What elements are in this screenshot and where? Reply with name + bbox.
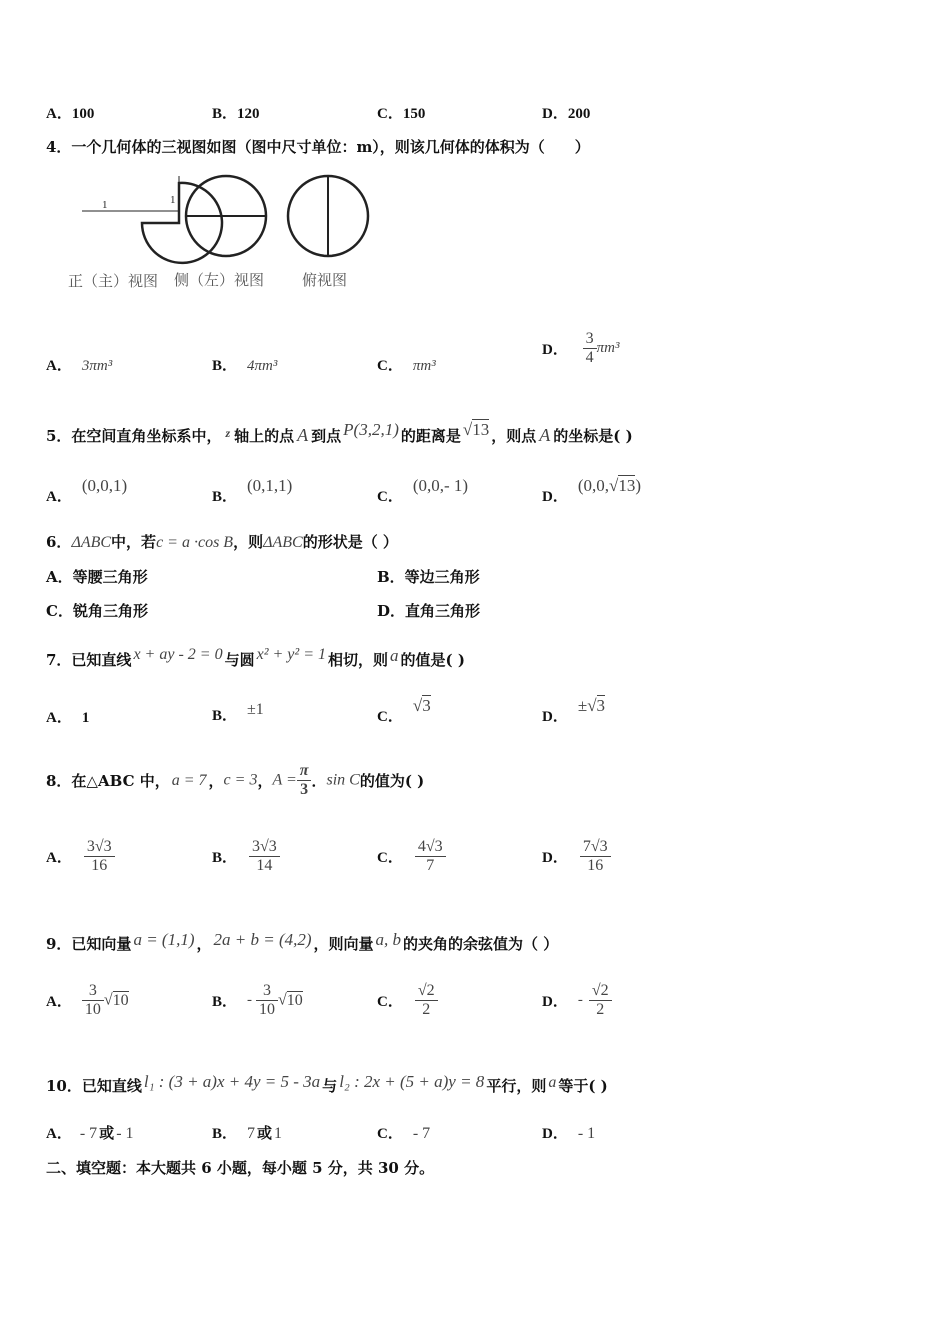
q5-option-b: B．(0,1,1) bbox=[212, 476, 293, 505]
q7-option-d: D．±√3 bbox=[542, 696, 606, 725]
three-view-figure bbox=[62, 168, 382, 298]
q8-option-c: C． $\frac{4√3}{7}$ bbox=[377, 838, 446, 875]
q9-option-c: C． $\frac{√2}{2}$ bbox=[377, 982, 438, 1019]
q5-option-d: D．(0,0,√13) bbox=[542, 476, 642, 505]
q8-option-a: A． $\frac{3√3}{16}$ bbox=[46, 838, 115, 875]
q9-stem: 9．已知向量 a = (1,1) ， 2a + b = (4,2) ，则向量 a, b 的夹角的余弦值为（ ） bbox=[46, 930, 559, 953]
q9-option-b: B． - $\frac{3}{10}$ √10 bbox=[212, 982, 303, 1018]
q5-stem: 5．在空间直角坐标系中， $^z$ 轴上的点 A 到点 P(3,2,1) 的距离是 √13 ，则点 A 的坐标是( ) bbox=[46, 420, 633, 445]
dim-label-1: 1 bbox=[170, 194, 176, 206]
q10-option-d: D． - 1 bbox=[542, 1125, 596, 1142]
q6-option-d: D．直角三角形 bbox=[377, 602, 481, 620]
q6-option-b: B．等边三角形 bbox=[377, 568, 480, 586]
front-view-label: 正（主）视图 bbox=[68, 272, 159, 290]
q9-option-a: A． $\frac{3}{10}$ √10 bbox=[46, 982, 129, 1018]
side-view-label: 侧（左）视图 bbox=[174, 271, 265, 289]
q4-option-d: D． $\frac{3}{4}$ πm³ bbox=[542, 330, 620, 366]
q5-option-a: A．(0,0,1) bbox=[46, 476, 128, 505]
q4-option-b: B． 4πm³ bbox=[212, 358, 278, 374]
q6-option-a: A．等腰三角形 bbox=[46, 568, 148, 586]
q4-option-a: A． 3πm³ bbox=[46, 358, 113, 374]
q6-stem: 6．ΔABC中，若c = a ·cos B，则ΔABC的形状是（ ） bbox=[46, 533, 398, 551]
q9-option-d: D． - $\frac{√2}{2}$ bbox=[542, 982, 612, 1019]
q4-stem: 4．一个几何体的三视图如图（图中尺寸单位：m），则该几何体的体积为（ ） bbox=[46, 138, 590, 156]
front-view-drawing bbox=[82, 176, 222, 263]
q8-stem: 8．在△ABC 中， a = 7 ，c = 3，A = $\frac{\pi}{3}$ ．sin C的值为( ) bbox=[46, 762, 425, 798]
q7-stem: 7．已知直线 x + ay - 2 = 0 与圆 x² + y² = 1 相切，则 a 的值是( ) bbox=[46, 646, 465, 669]
dim-label-2: 1 bbox=[102, 199, 108, 211]
q10-option-c: C． - 7 bbox=[377, 1125, 431, 1142]
q5-option-c: C．(0,0,- 1) bbox=[377, 476, 469, 505]
q3-option-d: D．200 bbox=[542, 106, 591, 122]
q10-option-a: A． - 7 或 - 1 bbox=[46, 1124, 134, 1142]
top-view-label: 俯视图 bbox=[302, 271, 348, 289]
q8-option-b: B． $\frac{3√3}{14}$ bbox=[212, 838, 280, 875]
q10-option-b: B． 7 或 1 bbox=[212, 1124, 283, 1142]
section-2-heading: 二、填空题：本大题共 6 小题，每小题 5 分，共 30 分。 bbox=[46, 1159, 435, 1177]
q8-option-d: D． $\frac{7√3}{16}$ bbox=[542, 838, 611, 875]
q3-option-c: C．150 bbox=[377, 106, 426, 122]
side-view-drawing bbox=[186, 176, 266, 256]
q4-option-c: C． πm³ bbox=[377, 358, 436, 374]
q7-option-a: A． 1 bbox=[46, 710, 90, 726]
q10-stem: 10．已知直线 l₁ : (3 + a)x + 4y = 5 - 3a 与 l₂ : 2x + (5 + a)y = 8 平行，则 a 等于( ) bbox=[46, 1072, 608, 1095]
top-view-drawing bbox=[288, 176, 368, 256]
q3-option-b: B．120 bbox=[212, 106, 260, 122]
q6-option-c: C．锐角三角形 bbox=[46, 602, 148, 620]
q7-option-b: B． ±1 bbox=[212, 701, 264, 724]
q3-option-a: A．100 bbox=[46, 106, 95, 122]
q7-option-c: C．√3 bbox=[377, 696, 431, 725]
